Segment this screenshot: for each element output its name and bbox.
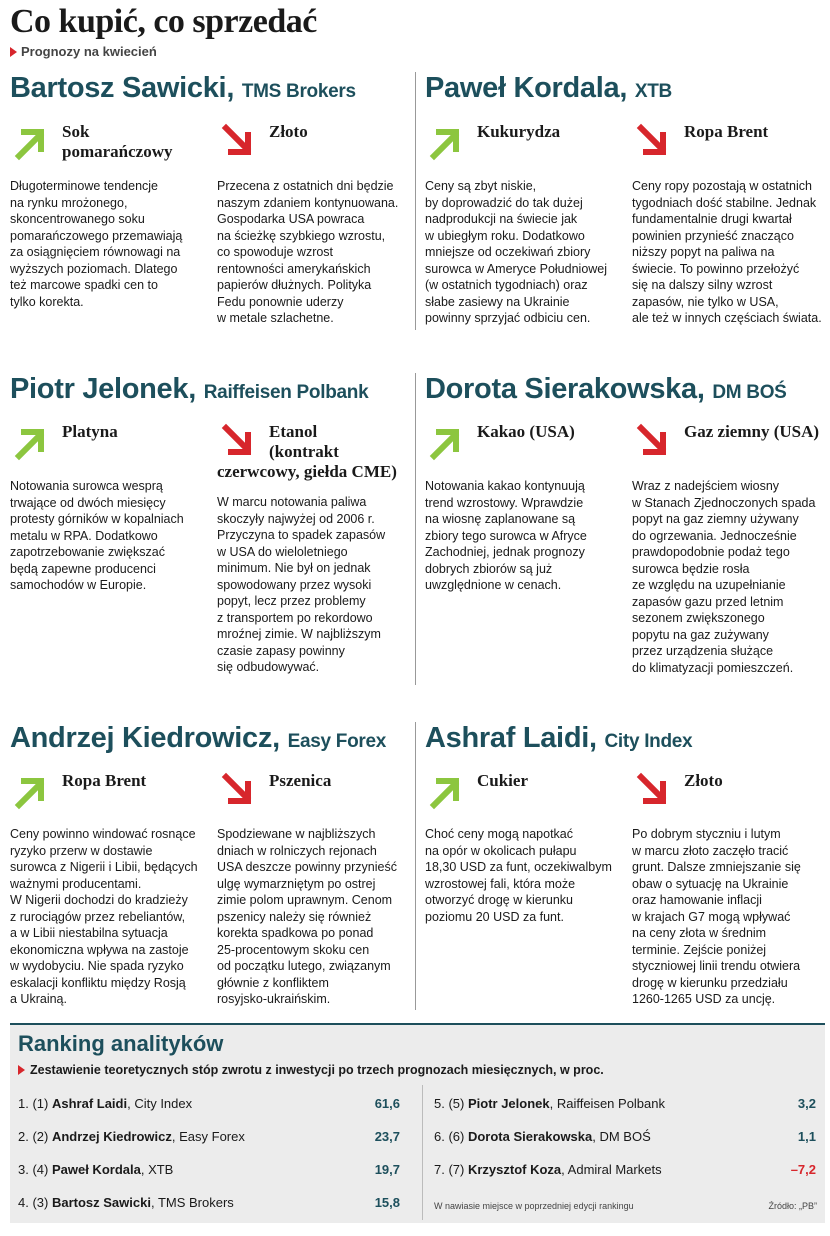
forecast-text-line: styczniowej linii trendu otwiera — [632, 959, 801, 973]
forecast-text-line: skoncentrowanego soku — [10, 212, 145, 226]
forecast-text-line: co spowoduje wzrost — [217, 245, 334, 259]
forecast-text-line: na opór w okolicach pułapu — [425, 843, 577, 858]
forecast-text-line: pszenicy należy się również — [217, 909, 372, 924]
forecast-text-line: papierów dłużnych. Polityka — [217, 278, 372, 292]
commodity-name-line: Kukurydza — [477, 122, 561, 141]
forecast-text-line: będą zapewne producenci — [10, 561, 156, 576]
forecast-text-line: grunt. Dalsze zmniejszanie się — [632, 860, 801, 874]
forecast-text-line: Przecena z ostatnich dni będzie — [217, 179, 394, 193]
forecast-text-line: fundamentalnie drugi kwartał — [632, 212, 792, 226]
ranking-analyst: Piotr Jelonek — [467, 1095, 550, 1111]
commodity-name-line: pomarańczowy — [62, 142, 173, 161]
forecast-text-line: (w ostatnich tygodniach) oraz — [425, 278, 588, 292]
ranking-position: 5. (5) — [434, 1095, 468, 1111]
ranking-subtitle-text: Zestawienie teoretycznych stóp zwrotu z inwestycji po trzech prognozach miesięcznych, w proc. — [30, 1063, 604, 1077]
ranking-row — [18, 1126, 400, 1146]
forecast-text-line: Przyczyna to spadek zapasów — [217, 528, 386, 542]
forecast-text-line: rosyjsko-ukraińskim. — [217, 992, 331, 1006]
forecast-text-line: niższy popyt na paliwa na — [632, 245, 775, 259]
forecast-text-line: terminie. Zejście poniżej — [632, 942, 767, 957]
forecast-text-line: nadprodukcji na świecie jak — [425, 212, 578, 226]
forecast-text-line: Gospodarka USA powraca — [217, 212, 365, 226]
forecast-text — [632, 178, 822, 327]
commodity-name — [62, 122, 172, 162]
forecast-text-line: słabe zasiewy na Ukrainie — [425, 294, 570, 309]
ranking-value: 1,1 — [797, 1128, 816, 1144]
ranking-row — [434, 1159, 816, 1179]
subtitle-text: Prognozy na kwiecień — [21, 44, 157, 59]
ranking-position: 2. (2) — [18, 1128, 52, 1144]
ranking-entry — [18, 1129, 245, 1144]
forecast-text-line: w marcu złoto zaczęło tracić — [632, 843, 789, 858]
forecast-up — [425, 422, 625, 592]
forecast-text — [425, 478, 587, 594]
commodity-name-line: Pszenica — [269, 771, 332, 790]
forecast-text — [632, 478, 815, 676]
analyst-name — [10, 720, 415, 760]
forecast-text-line: metalu w RPA. Dodatkowo — [10, 528, 158, 543]
forecast-down — [217, 122, 417, 325]
ranking-entry — [18, 1195, 234, 1210]
forecast-text-line: się na dalszy silny wzrost — [632, 278, 773, 292]
forecast-text-line: czasie zapasy powinny — [217, 643, 345, 658]
analyst-header — [425, 70, 830, 110]
forecast-text-line: W marcu notowania paliwa — [217, 495, 367, 509]
forecast-text-line: by doprowadzić do tak dużej — [425, 195, 583, 210]
analyst-name — [425, 371, 830, 411]
ranking-firm: , TMS Brokers — [150, 1194, 234, 1210]
commodity-name-line: Ropa Brent — [684, 122, 769, 141]
forecast-down — [632, 771, 830, 1006]
forecast-text-line: zapasów gazu przed letnim — [632, 594, 784, 609]
ranking-firm: , Easy Forex — [171, 1128, 245, 1144]
forecast-text-line: mroźnej zimie. W najbliższym — [217, 627, 381, 641]
arrow-down-right-icon — [217, 422, 257, 462]
ranking-panel — [10, 1023, 825, 1223]
analyst-name — [425, 720, 830, 760]
forecast-text-line: dobrych zbiorów są już — [425, 561, 553, 576]
ranking-row — [18, 1192, 400, 1212]
commodity-name-line: Ropa Brent — [62, 771, 147, 790]
forecast-text-line: poziomu 20 USD za funt. — [425, 909, 564, 924]
commodity-name — [62, 422, 118, 442]
forecast-text-line: powinny sprzyjać odbiciu cen. — [425, 311, 591, 325]
commodity-name-line: czerwcowy, giełda CME) — [217, 462, 397, 481]
forecast-text-line: oraz hamowanie inflacji — [632, 893, 762, 907]
forecast-text-line: w wydobyciu. Nie spada ryzyko — [10, 959, 184, 973]
forecast-text-line: Spodziewane w najbliższych — [217, 827, 376, 841]
ranking-firm: , XTB — [140, 1161, 174, 1177]
forecast-text-line: uwzględnione w cenach. — [425, 578, 562, 592]
forecast-text-line: ryzyko przerw w dostawie — [10, 843, 153, 858]
forecast-up — [425, 771, 625, 924]
forecast-down — [632, 122, 830, 325]
forecast-text — [217, 494, 385, 676]
forecast-text-line: w ubiegłym roku. Dodatkowo — [425, 228, 585, 243]
commodity-name-line: Złoto — [684, 771, 723, 790]
forecast-text-line: zapasów, nie tylko w USA, — [632, 294, 779, 309]
ranking-row — [18, 1159, 400, 1179]
analyst-firm: DM BOŚ — [712, 382, 787, 403]
forecast-text-line: pomarańczowego przemawiają — [10, 228, 183, 243]
ranking-source: Źródło: „PB” — [768, 1201, 817, 1211]
forecast-text-line: w krajach G7 mogą wpływać — [632, 909, 791, 924]
forecast-up — [425, 122, 625, 325]
forecast-text-line: zbiory tego surowca w Afryce — [425, 528, 587, 543]
ranking-note: W nawiasie miejsce w poprzedniej edycji rankingu — [434, 1201, 634, 1211]
arrow-down-right-icon — [632, 122, 672, 162]
forecast-text-line: eskalacji konfliktu między Rosją — [10, 975, 186, 990]
commodity-name — [62, 771, 146, 791]
forecast-text-line: popyt na gaz ziemny używany — [632, 512, 799, 526]
ranking-entry — [18, 1162, 173, 1177]
analyst-firm: TMS Brokers — [241, 81, 356, 102]
arrow-down-right-icon — [632, 771, 672, 811]
analyst-name — [10, 371, 415, 411]
ranking-divider — [422, 1085, 423, 1220]
commodity-name-line: Kakao (USA) — [477, 422, 575, 441]
commodity-name — [217, 422, 397, 482]
forecast-text-line: do ogrzewania. Jednocześnie — [632, 528, 797, 543]
forecast-text-line: Po dobrym styczniu i lutym — [632, 827, 781, 841]
forecast-text-line: Ceny powinno windować rosnące — [10, 827, 196, 841]
forecast-text-line: ważnymi producentami. — [10, 876, 142, 891]
forecast-text-line: prawdopodobnie podaż tego — [632, 545, 790, 559]
forecast-text-line: tygodniach dość stabilne. Jednak — [632, 195, 817, 210]
forecast-text-line: Notowania kakao kontynuują — [425, 479, 585, 493]
ranking-analyst: Ashraf Laidi — [51, 1095, 128, 1111]
forecast-text-line: zapotrzebowanie zwiększać — [10, 545, 165, 559]
forecast-text — [217, 178, 398, 327]
commodity-name — [684, 422, 819, 442]
forecast-text-line: a Ukrainą. — [10, 992, 67, 1006]
forecast-text-line: przez urządzenia służące — [632, 644, 774, 658]
forecast-text-line: wyższych poziomach. Dlatego — [10, 261, 178, 276]
forecast-text-line: też marcowe spadki cen to — [10, 278, 158, 292]
ranking-analyst: Andrzej Kiedrowicz — [51, 1128, 172, 1144]
page-title: Co kupić, co sprzedać — [10, 3, 317, 40]
forecast-text-line: na rynku mrożonego, — [10, 195, 128, 210]
forecast-text-line: spowodowany przez wysoki — [217, 577, 372, 592]
commodity-name-line: Złoto — [269, 122, 308, 141]
forecast-text-line: dniach w rolniczych rejonach — [217, 843, 377, 858]
forecast-text-line: surowca będzie rosła — [632, 561, 750, 576]
commodity-name — [269, 122, 308, 142]
arrow-up-right-icon — [425, 422, 465, 462]
forecast-text-line: trend wzrostowy. Wprawdzie — [425, 495, 584, 510]
ranking-entry — [18, 1096, 192, 1111]
forecast-text-line: Długoterminowe tendencje — [10, 179, 159, 193]
forecast-text-line: od początku lutego, związanym — [217, 959, 391, 973]
analyst-header — [10, 70, 415, 110]
forecast-text-line: surowca z Nigerii i Libii, będących — [10, 860, 198, 874]
ranking-value: –7,2 — [790, 1161, 816, 1177]
ranking-analyst: Paweł Kordala — [51, 1161, 141, 1177]
forecast-text — [10, 178, 182, 310]
analyst-firm: XTB — [634, 81, 672, 102]
ranking-entry — [434, 1129, 651, 1144]
arrow-up-right-icon — [425, 771, 465, 811]
ranking-firm: , Admiral Markets — [561, 1161, 662, 1177]
forecast-text-line: otworzyć drogę w kierunku — [425, 893, 573, 907]
analyst-name-text: Andrzej Kiedrowicz, — [10, 722, 280, 754]
ranking-row — [18, 1093, 400, 1113]
ranking-value: 61,6 — [374, 1095, 400, 1111]
forecast-text-line: surowca w Ameryce Południowej — [425, 261, 608, 276]
commodity-name-line: Sok — [62, 122, 90, 141]
forecast-text-line: ze względu na uzupełnianie — [632, 578, 786, 592]
column-divider — [415, 72, 416, 330]
forecast-text-line: popyt, lecz przez problemy — [217, 594, 366, 608]
ranking-firm: , DM BOŚ — [592, 1128, 651, 1144]
forecast-text-line: trwające od dwóch miesięcy — [10, 495, 166, 510]
commodity-name-line: (kontrakt — [269, 442, 339, 461]
forecast-up — [10, 122, 210, 309]
arrow-down-right-icon — [217, 122, 257, 162]
commodity-name — [477, 122, 560, 142]
forecast-text — [632, 826, 801, 1008]
analyst-header — [10, 720, 415, 760]
forecast-text-line: tylko korekta. — [10, 294, 84, 309]
ranking-position: 4. (3) — [18, 1194, 52, 1210]
forecast-down — [632, 422, 830, 675]
forecast-text-line: W Nigerii dochodzi do kradzieży — [10, 893, 188, 907]
forecast-text-line: Ceny ropy pozostają w ostatnich — [632, 179, 812, 193]
column-divider — [415, 373, 416, 685]
analyst-firm: Raiffeisen Polbank — [203, 382, 369, 403]
ranking-position: 3. (4) — [18, 1161, 52, 1177]
forecast-text-line: obaw o sytuację na Ukrainie — [632, 876, 789, 891]
arrow-down-right-icon — [217, 771, 257, 811]
forecast-text — [217, 826, 397, 1008]
forecast-text — [10, 826, 198, 1008]
forecast-text-line: z transportem po rekordowo — [217, 610, 373, 625]
forecast-text-line: sezonem zwiększonego — [632, 611, 765, 625]
forecast-text — [10, 478, 184, 594]
forecast-text-line: za osiągnięciem równowagi na — [10, 245, 181, 259]
forecast-text-line: rentowności amerykańskich — [217, 261, 371, 276]
triangle-bullet-icon — [18, 1065, 25, 1075]
forecast-text-line: na ceny złota w średnim — [632, 926, 767, 940]
forecast-text-line: 25-procentowym skoku cen — [217, 942, 370, 957]
forecast-text-line: Choć ceny mogą napotkać — [425, 827, 574, 841]
forecast-text-line: drogę w kierunku przedziału — [632, 975, 788, 990]
commodity-name-line: Cukier — [477, 771, 528, 790]
ranking-analyst: Bartosz Sawicki — [51, 1194, 151, 1210]
column-divider — [415, 722, 416, 1010]
analyst-name-text: Bartosz Sawicki, — [10, 72, 235, 104]
forecast-down — [217, 771, 417, 1006]
forecast-text-line: Wraz z nadejściem wiosny — [632, 479, 780, 493]
commodity-name-line: Etanol — [269, 422, 318, 441]
forecast-text-line: ale też w innych częściach świata. — [632, 311, 822, 325]
forecast-text-line: Notowania surowca wesprą — [10, 479, 163, 493]
ranking-row — [434, 1093, 816, 1113]
ranking-entry — [434, 1096, 665, 1111]
commodity-name — [477, 422, 575, 442]
analyst-name-text: Ashraf Laidi, — [425, 722, 597, 754]
ranking-analyst: Dorota Sierakowska — [467, 1128, 593, 1144]
analyst-firm: City Index — [604, 731, 693, 752]
ranking-row — [434, 1126, 816, 1146]
ranking-firm: , Raiffeisen Polbank — [549, 1095, 665, 1111]
commodity-name-line: Platyna — [62, 422, 118, 441]
arrow-up-right-icon — [10, 771, 50, 811]
commodity-name — [684, 122, 768, 142]
forecast-text-line: protesty górników w kopalniach — [10, 512, 184, 526]
forecast-text-line: w USA do wieloletniego — [217, 544, 348, 559]
forecast-text-line: mniejsze od oczekiwań zbiory — [425, 245, 591, 259]
page-subtitle — [10, 44, 157, 59]
arrow-up-right-icon — [425, 122, 465, 162]
commodity-name-line: Gaz ziemny (USA) — [684, 422, 820, 441]
ranking-value: 23,7 — [374, 1128, 400, 1144]
forecast-text-line: ekonomiczna wpływa na zastoje — [10, 942, 189, 957]
forecast-text-line: wzrostowej fali, która może — [425, 876, 576, 891]
analyst-name-text: Dorota Sierakowska, — [425, 373, 705, 405]
forecast-text-line: skoczyły najwyżej od 2006 r. — [217, 511, 375, 526]
forecast-text-line: a w Libii niestabilna sytuacja — [10, 926, 168, 940]
analyst-header — [425, 371, 830, 411]
analyst-name-text: Piotr Jelonek, — [10, 373, 196, 405]
arrow-down-right-icon — [632, 422, 672, 462]
forecast-text-line: się odbudowywać. — [217, 660, 320, 674]
forecast-text-line: w metale szlachetne. — [217, 311, 334, 325]
forecast-text-line: 18,30 USD za funt, oczekiwalbym — [425, 860, 612, 874]
forecast-text-line: minimum. Nie był on jednak — [217, 561, 371, 575]
ranking-entry — [434, 1162, 662, 1177]
forecast-text-line: Zachodniej, jednak prognozy — [425, 545, 585, 559]
forecast-text-line: z rurociągów przez rebeliantów, — [10, 909, 186, 924]
forecast-text-line: świecie. To powinno przełożyć — [632, 261, 800, 276]
triangle-bullet-icon — [10, 47, 17, 57]
analyst-firm: Easy Forex — [287, 731, 387, 752]
forecast-up — [10, 422, 210, 592]
forecast-text — [425, 178, 607, 327]
commodity-name — [269, 771, 331, 791]
analyst-header — [425, 720, 830, 760]
ranking-position: 7. (7) — [434, 1161, 468, 1177]
forecast-text-line: na wiosnę zaplanowane są — [425, 512, 576, 526]
arrow-up-right-icon — [10, 422, 50, 462]
forecast-text-line: powinien przynieść znacząco — [632, 228, 794, 243]
forecast-text-line: samochodów w Europie. — [10, 578, 147, 592]
forecast-text-line: zimie polom uprawnym. Cenom — [217, 893, 393, 907]
analyst-name — [10, 70, 415, 110]
ranking-value: 15,8 — [374, 1194, 400, 1210]
ranking-position: 6. (6) — [434, 1128, 468, 1144]
ranking-value: 3,2 — [797, 1095, 816, 1111]
forecast-text-line: w Stanach Zjednoczonych spada — [632, 495, 816, 510]
forecast-text-line: do klimatyzacji pomieszczeń. — [632, 660, 794, 675]
ranking-subtitle — [18, 1063, 604, 1077]
forecast-text-line: 1260-1265 USD za uncję. — [632, 992, 776, 1006]
forecast-text-line: ulgę wymarzniętym po ostrej — [217, 876, 376, 891]
forecast-text-line: popytu na gaz zużywany — [632, 627, 769, 642]
forecast-text-line: Ceny są zbyt niskie, — [425, 179, 537, 193]
ranking-analyst: Krzysztof Koza — [467, 1161, 562, 1177]
forecast-up — [10, 771, 210, 1006]
forecast-text-line: na ścieżkę szybkiego wzrostu, — [217, 228, 386, 243]
forecast-text-line: głównie z konfliktem — [217, 975, 329, 990]
forecast-text-line: naszym zdaniem kontynuowana. — [217, 195, 399, 210]
forecast-text-line: USA deszcze powinny przynieść — [217, 860, 397, 874]
analyst-header — [10, 371, 415, 411]
forecast-text — [425, 826, 612, 925]
analyst-name-text: Paweł Kordala, — [425, 72, 628, 104]
commodity-name — [477, 771, 528, 791]
ranking-firm: , City Index — [127, 1095, 193, 1111]
commodity-name — [684, 771, 723, 791]
ranking-title: Ranking analityków — [18, 1031, 224, 1056]
analyst-name — [425, 70, 830, 110]
forecast-text-line: korekta spadkowa po ponad — [217, 926, 374, 940]
forecast-text-line: Fedu ponownie uderzy — [217, 294, 344, 309]
forecast-down — [217, 422, 417, 674]
ranking-value: 19,7 — [374, 1161, 400, 1177]
arrow-up-right-icon — [10, 122, 50, 162]
ranking-position: 1. (1) — [18, 1095, 52, 1111]
